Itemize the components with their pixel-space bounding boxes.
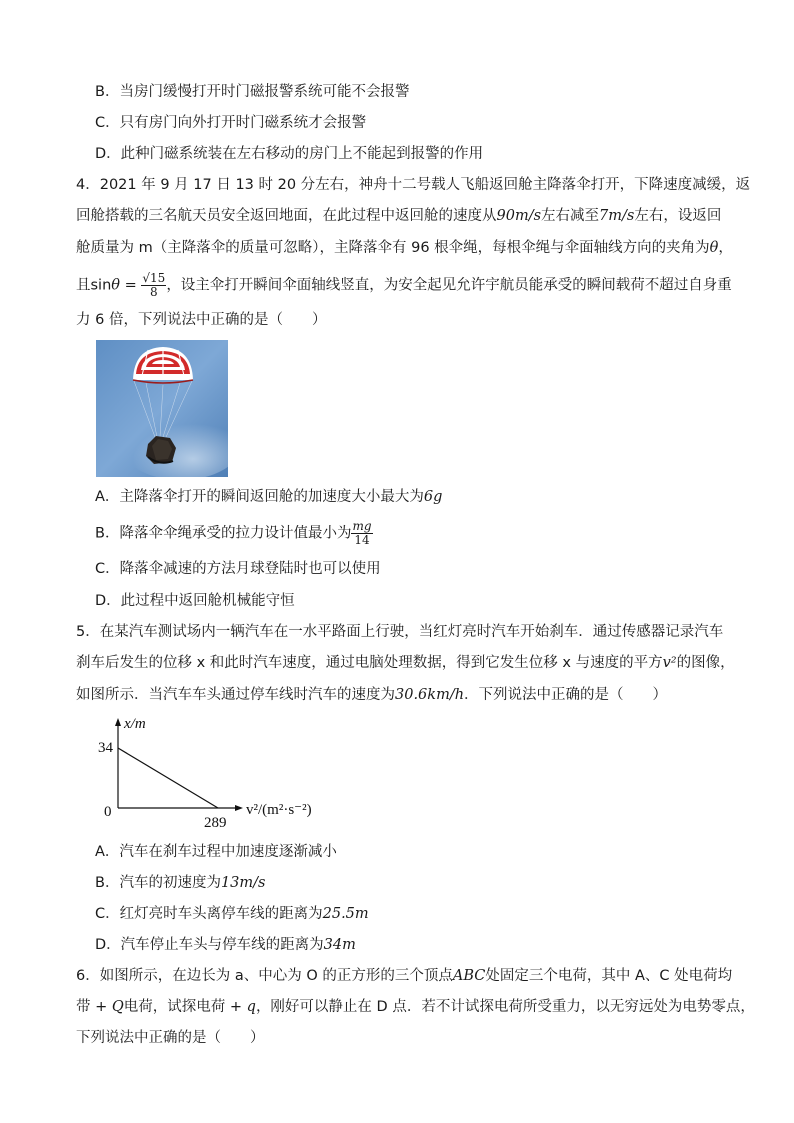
- q4-stem-line-3: 舱质量为 m（主降落伞的质量可忽略），主降落伞有 96 根伞绳，每根伞绳与伞面轴线方向的夹角为θ，: [76, 240, 733, 256]
- parachute-capsule-photo: [96, 340, 228, 477]
- q5-option-d: D．汽车停止车头与停车线的距离为34m: [95, 937, 356, 953]
- q3-option-b: B．当房门缓慢打开时门磁报警系统可能不会报警: [95, 84, 410, 100]
- x-axis-label: v²/(m²·s⁻²): [246, 802, 312, 818]
- q6-stem-line-1: 6．如图所示，在边长为 a、中心为 O 的正方形的三个顶点ABC处固定三个电荷，其中 A、C 处电荷均: [76, 968, 733, 984]
- q3-option-c: C．只有房门向外打开时门磁系统才会报警: [95, 115, 367, 131]
- sqrt15-over-8-fraction: $\frac{√15}{8}$: [142, 271, 166, 299]
- q5-option-b: B．汽车的初速度为13m/s: [95, 875, 266, 891]
- x-axis-arrow-icon: [235, 805, 243, 811]
- origin-label: 0: [104, 804, 112, 820]
- q5-option-a: A．汽车在刹车过程中加速度逐渐减小: [95, 844, 337, 860]
- q4-stem-line-1: 4．2021 年 9 月 17 日 13 时 20 分左右，神舟十二号载人飞船返回舱主降落伞打开，下降速度减缓，返: [76, 177, 751, 193]
- y-axis-label: x/m: [124, 716, 146, 732]
- q4-option-b: B．降落伞伞绳承受的拉力设计值最小为 $\frac{mg}{14}$: [95, 519, 372, 547]
- q4-stem-line-2: 回舱搭载的三名航天员安全返回地面，在此过程中返回舱的速度从90m/s左右减至7m/s左右，设返回: [76, 208, 722, 224]
- q5-stem-line-2: 刹车后发生的位移 x 和此时汽车速度，通过电脑处理数据，得到它发生位移 x 与速度的平方v²的图像，: [76, 655, 735, 671]
- q4-stem-line-4: 且sinθ = $\frac{√15}{8}$ ，设主伞打开瞬间伞面轴线竖直，为安全起见允许宇航员能承受的瞬间载荷不超过自身重: [76, 271, 732, 299]
- q4-option-a: A．主降落伞打开的瞬间返回舱的加速度大小最大为6g: [95, 489, 443, 505]
- q4-option-c: C．降落伞减速的方法月球登陆时也可以使用: [95, 561, 381, 577]
- y-intercept-label: 34: [98, 740, 113, 756]
- y-axis-arrow-icon: [115, 718, 121, 726]
- x-intercept-label: 289: [204, 815, 227, 828]
- mg-over-14-fraction: $\frac{mg}{14}$: [352, 519, 372, 547]
- q4-option-d: D．此过程中返回舱机械能守恒: [95, 593, 295, 609]
- q5-option-c: C．红灯亮时车头离停车线的距离为25.5m: [95, 906, 369, 922]
- x-vs-v-squared-graph: [90, 708, 350, 828]
- q5-stem-line-1: 5．在某汽车测试场内一辆汽车在一水平路面上行驶，当红灯亮时汽车开始刹车．通过传感器记录汽车: [76, 624, 724, 640]
- q4-stem-line-5: 力 6 倍，下列说法中正确的是（ ）: [76, 312, 327, 328]
- q3-option-d: D．此种门磁系统装在左右移动的房门上不能起到报警的作用: [95, 146, 484, 162]
- data-line: [118, 748, 218, 808]
- q6-stem-line-2: 带 + Q电荷，试探电荷 + q，刚好可以静止在 D 点．若不计试探电荷所受重力，以无穷远处为电势零点，: [76, 999, 755, 1015]
- q6-stem-line-3: 下列说法中正确的是（ ）: [76, 1030, 265, 1046]
- q5-stem-line-3: 如图所示．当汽车车头通过停车线时汽车的速度为30.6km/h．下列说法中正确的是（ ）: [76, 687, 668, 703]
